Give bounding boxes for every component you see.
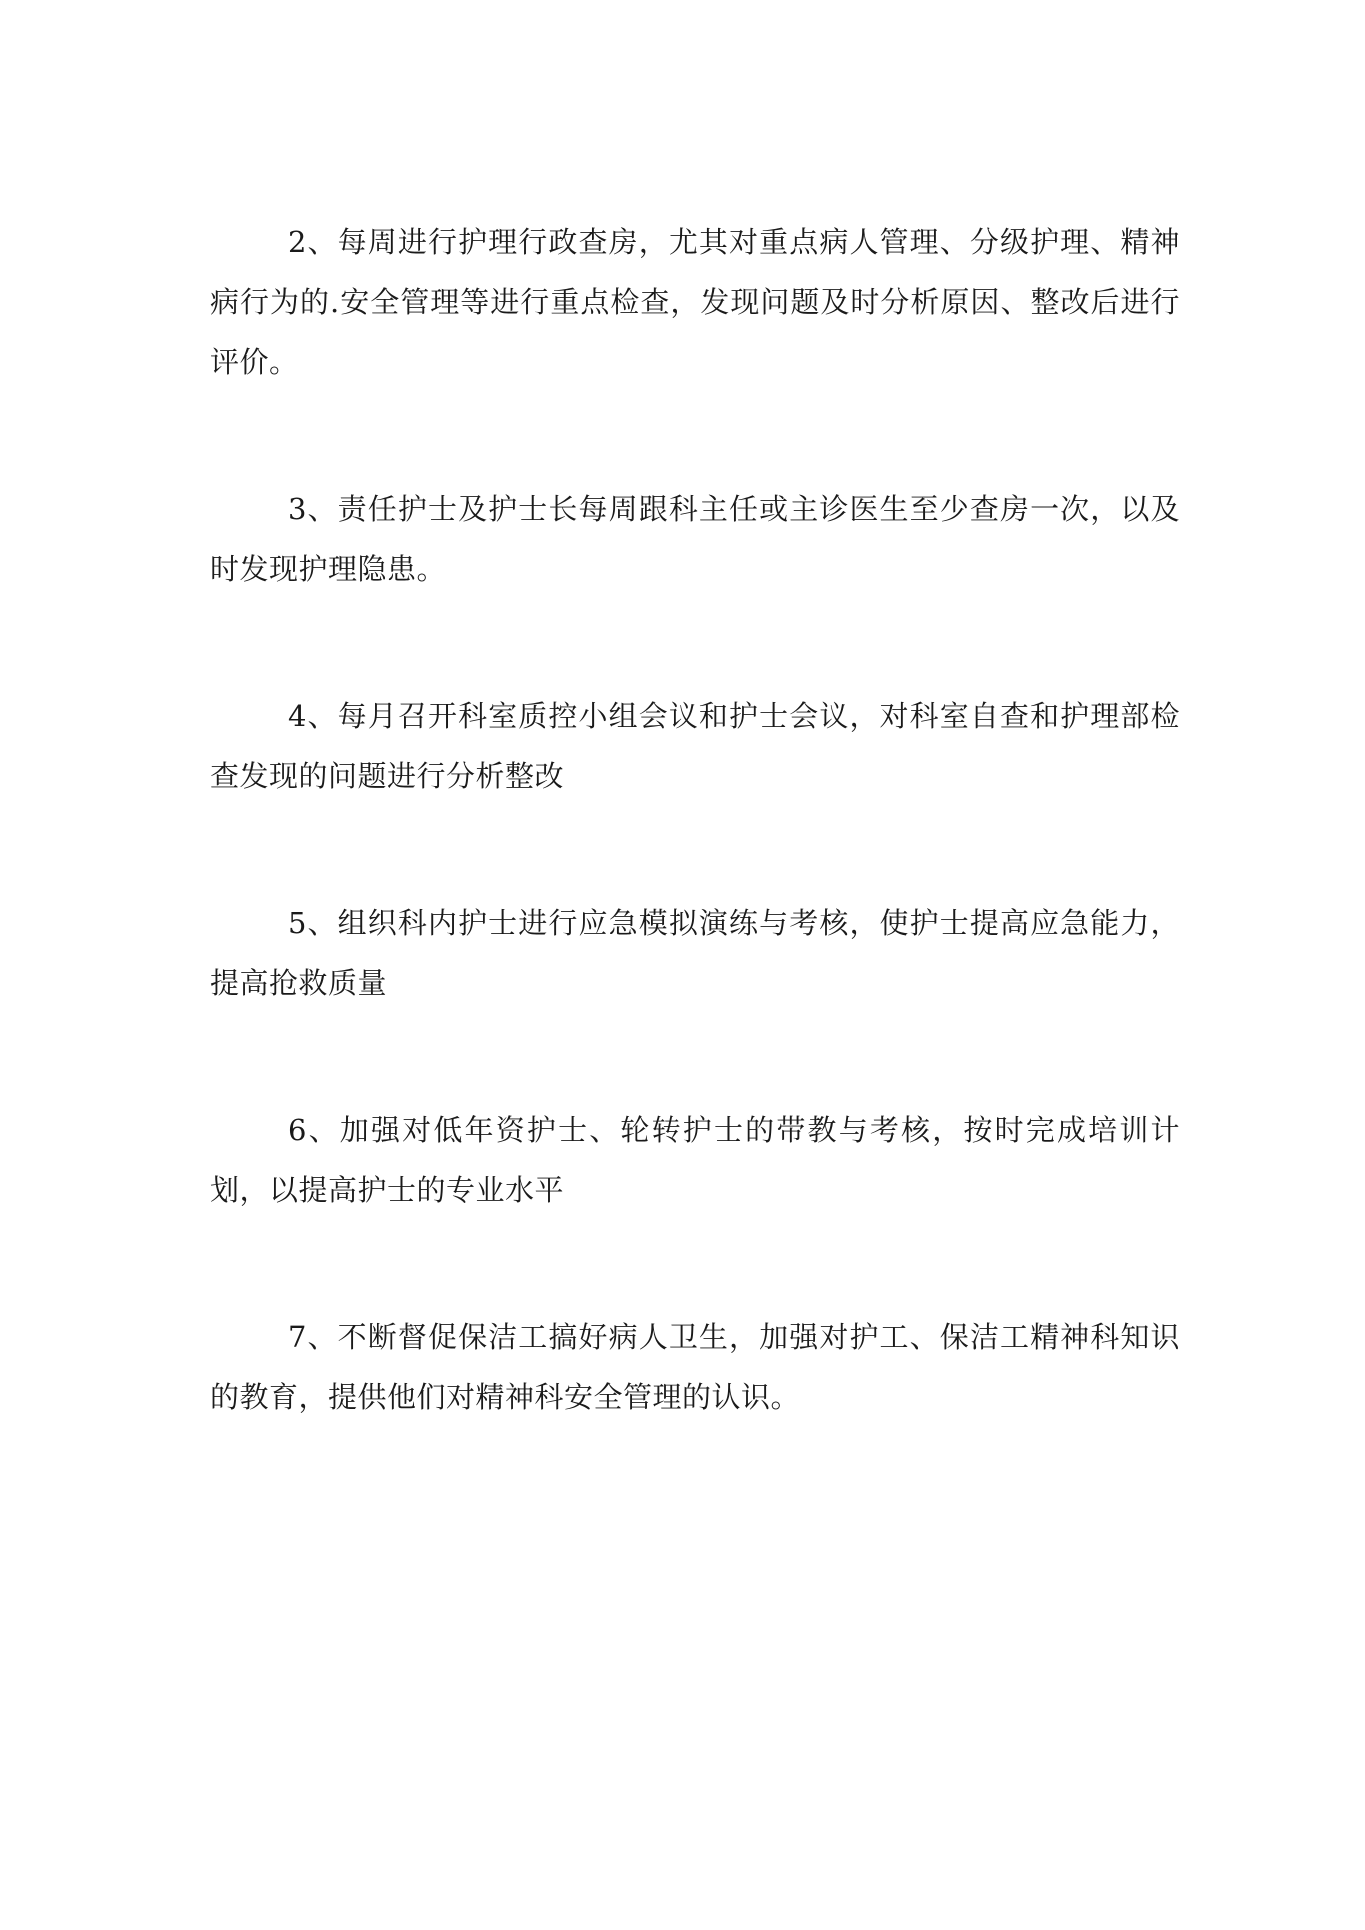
paragraph-item-4: 4、每月召开科室质控小组会议和护士会议，对科室自查和护理部检查发现的问题进行分析整改 xyxy=(210,699,1180,793)
paragraph-item-6: 6、加强对低年资护士、轮转护士的带教与考核，按时完成培训计划，以提高护士的专业水平 xyxy=(210,1113,1180,1207)
document-body xyxy=(210,212,1180,1427)
paragraph-item-5: 5、组织科内护士进行应急模拟演练与考核，使护士提高应急能力，提高抢救质量 xyxy=(210,906,1180,1000)
paragraph-item-2: 2、每周进行护理行政查房，尤其对重点病人管理、分级护理、精神病行为的.安全管理等进行重点检查，发现问题及时分析原因、整改后进行评价。 xyxy=(210,225,1180,379)
paragraph-item-7: 7、不断督促保洁工搞好病人卫生，加强对护工、保洁工精神科知识的教育，提供他们对精神科安全管理的认识。 xyxy=(210,1320,1180,1414)
paragraph-item-3: 3、责任护士及护士长每周跟科主任或主诊医生至少查房一次，以及时发现护理隐患。 xyxy=(210,492,1180,586)
